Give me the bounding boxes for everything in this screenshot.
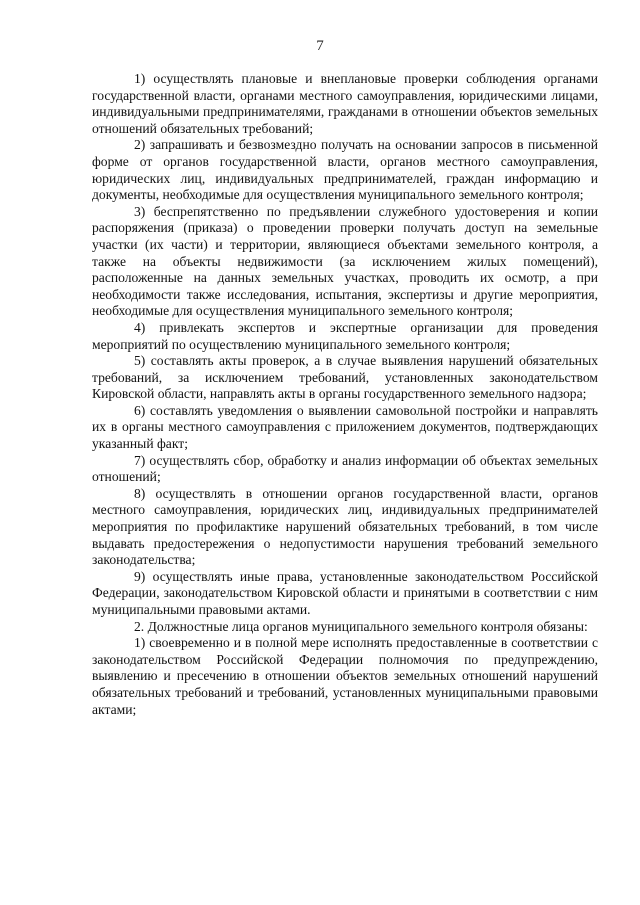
paragraph-1-9: 9) осуществлять иные права, установленные законодательством Российской Федерации, законодательством Кировской области и принятыми в соответствии с ним муниципальными правовыми актами. <box>92 568 598 617</box>
paragraph-1-7: 7) осуществлять сбор, обработку и анализ информации об объектах земельных отношений; <box>92 452 598 485</box>
page-number: 7 <box>316 38 324 54</box>
paragraph-1-5: 5) составлять акты проверок, а в случае выявления нарушений обязательных требований, за исключением требований, установленных законодательством Кировской области, направлять акты в органы государственного земельного надзора; <box>92 353 598 402</box>
paragraph-1-1: 1) осуществлять плановые и внеплановые проверки соблюдения органами государственной власти, органами местного самоуправления, юридическими лицами, индивидуальными предпринимателями, гражданами в отношении объектов земельных отношений обязательных требований; <box>92 71 598 136</box>
paragraph-1-2: 2) запрашивать и безвозмездно получать на основании запросов в письменной форме от органов государственной власти, органов местного самоуправления, юридических лиц, индивидуальных предпринимателей, граждан информацию и документы, необходимые для осуществления муниципального земельного контроля; <box>92 137 598 203</box>
paragraph-1-3: 3) беспрепятственно по предъявлении служебного удостоверения и копии распоряжения (приказа) о проведении проверки получать доступ на земельные участки (их части) и территории, являющиеся объектами земельного контроля, а также на объекты недвижимости (за исключением жилых помещений), расположенные на данных земельных участках, проводить их осмотр, а при необходимости также исследования, испытания, экспертизы и другие мероприятия, необходимые для осуществления муниципального земельного контроля; <box>92 203 598 319</box>
paragraph-1-6: 6) составлять уведомления о выявлении самовольной постройки и направлять их в органы местного самоуправления с приложением документов, подтверждающих указанный факт; <box>92 402 598 452</box>
document-body <box>92 71 598 718</box>
section-2-heading: 2. Должностные лица органов муниципального земельного контроля обязаны: <box>134 618 588 634</box>
paragraph-1-4: 4) привлекать экспертов и экспертные организации для проведения мероприятий по осуществлению муниципального земельного контроля; <box>92 319 598 352</box>
paragraph-1-8: 8) осуществлять в отношении органов государственной власти, органов местного самоуправления, юридических лиц, индивидуальных предпринимателей мероприятия по профилактике нарушений обязательных требований, в том числе выдавать предостережения о недопустимости нарушения требований земельного законодательства; <box>92 485 598 568</box>
paragraph-2-1: 1) своевременно и в полной мере исполнять предоставленные в соответствии с законодательством Российской Федерации полномочия по предупреждению, выявлению и пресечению в отношении объектов земельных отношений нарушений обязательных требований и требований, установленных муниципальными правовыми актами; <box>92 635 598 717</box>
